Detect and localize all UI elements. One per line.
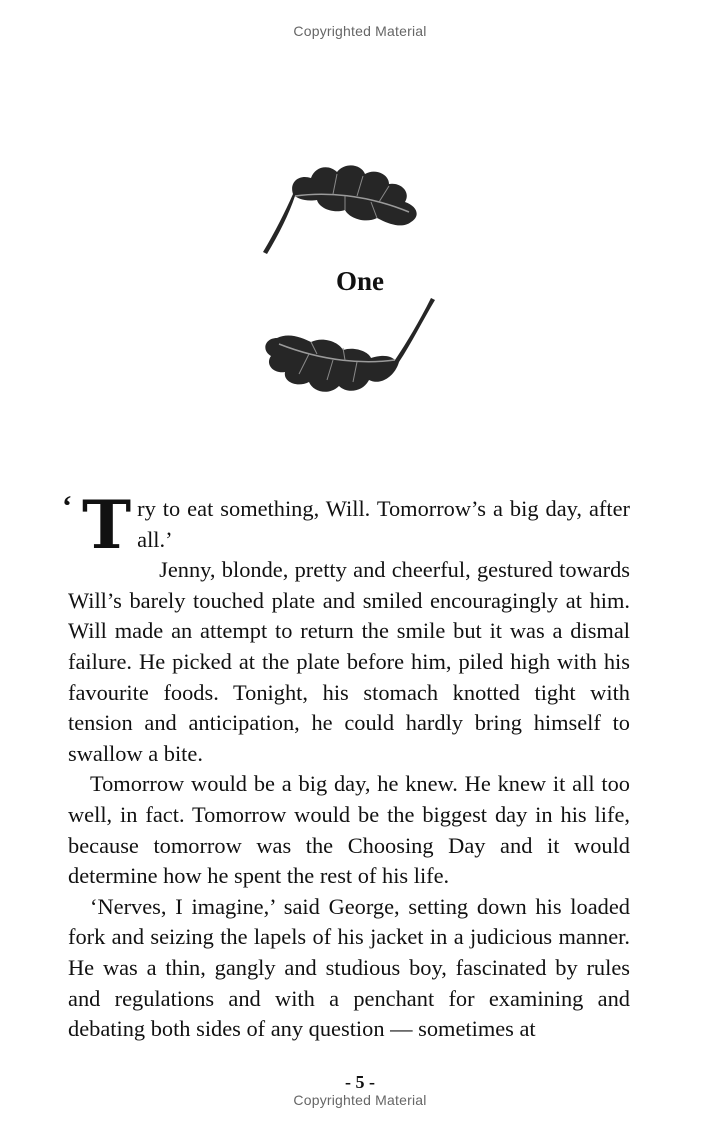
body-text (62, 486, 630, 1045)
paragraph-2: Jenny, blonde, pretty and cheerful, gestured towards Will’s barely touched plate and smiled encouragingly at him. Will made an attempt to return the smile but it was a dismal failure. He picked at the plate before him, piled high with his favourite foods. Tonight, his stomach knotted tight with tension and anticipation, he could hardly bring himself to swallow a bite. (68, 557, 630, 766)
paragraph-1 (62, 486, 630, 564)
paragraph-3: Tomorrow would be a big day, he knew. He knew it all too well, in fact. Tomorrow would be the biggest day in his life, because tomorrow was the Choosing Day and it would determine how he spent the rest of his life. (68, 771, 630, 889)
chapter-title: One (335, 266, 384, 296)
page-number: - 5 - (345, 1072, 375, 1092)
copyright-header: Copyrighted Material (293, 23, 427, 39)
dropcap-letter: T (82, 486, 132, 564)
paragraph-1-text: ry to eat something, Will. Tomorrow’s a big day, after all.’ (137, 496, 630, 552)
oak-leaf-top-illustration (245, 152, 445, 262)
copyright-footer: Copyrighted Material (293, 1092, 427, 1108)
paragraph-4: ‘Nerves, I imagine,’ said George, setting down his loaded fork and seizing the lapels of his jacket in a judicious manner. He was a thin, gangly and studious boy, fascinated by rules and regulations and with a penchant for examining and debating both sides of any question — sometimes at (68, 893, 630, 1042)
opening-quote: ‘ (62, 490, 72, 523)
oak-leaf-bottom-illustration (245, 292, 445, 402)
